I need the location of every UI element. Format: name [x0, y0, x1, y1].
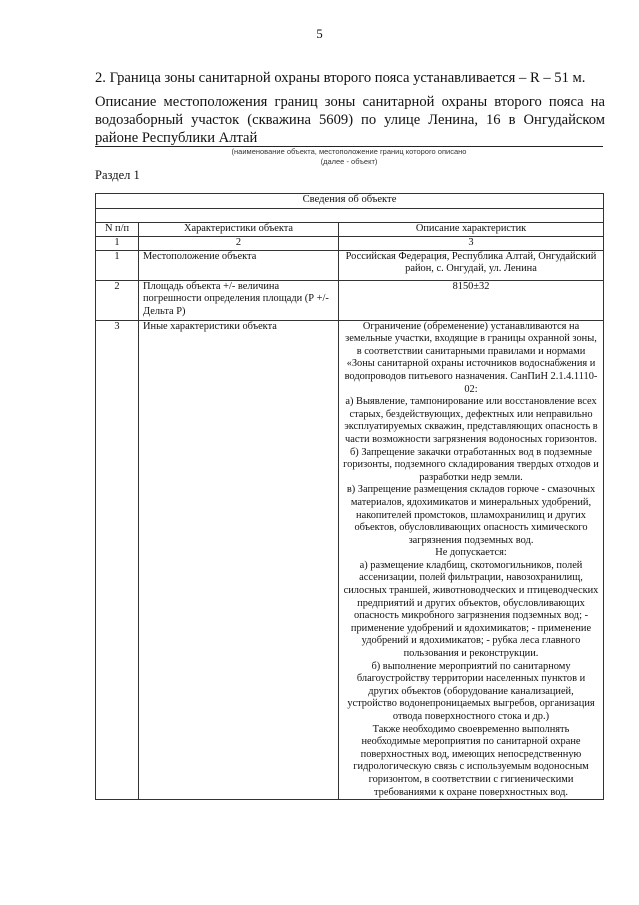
row-characteristic: Местоположение объекта — [139, 250, 339, 280]
row-description: 8150±32 — [339, 280, 604, 320]
surface-water-requirement: Также необходимо своевременно выполнять необходимые мероприятия по санитарной охране поверхностных вод, имеющих непосредственную гидрологическую связь с используемым водоносным горизонтом, в соответствии с гигиеническими требованиями к охране поверхностных вод. — [353, 723, 589, 798]
row-characteristic: Площадь объекта +/- величина погрешности определения площади (Р +/- Дельта Р) — [139, 280, 339, 320]
caption-line-2: (далее - объект) — [320, 156, 378, 166]
restriction-intro: Ограничение (обременение) устанавливаются на земельные участки, входящие в границы охранной зоны, в соответствии санитарными правилами и нормами «Зоны санитарной охраны источников водоснабжения и водопроводов питьевого назначения. СанПиН 2.1.4.1110-02: — [344, 320, 598, 395]
header-description: Описание характеристик — [339, 223, 604, 237]
row-number: 1 — [96, 250, 139, 280]
table-row — [96, 280, 604, 320]
prohibition-item-a: а) размещение кладбищ, скотомогильников, полей ассенизации, полей фильтрации, навозохранилищ, силосных траншей, животноводческих и птицеводческих предприятий и других объектов, обусловливающих опасность микробного загрязнения подземных вод; - применение удобрений и ядохимикатов; - применение удобрений и ядохимикатов; - рубка леса главного пользования и реконструкции. — [343, 559, 599, 660]
header-characteristic: Характеристики объекта — [139, 223, 339, 237]
table-header-row — [96, 223, 604, 237]
table-index-row — [96, 237, 604, 251]
table-title: Сведения об объекте — [96, 194, 604, 209]
header-number: N п/п — [96, 223, 139, 237]
row-characteristic: Иные характеристики объекта — [139, 320, 339, 800]
page-number: 5 — [316, 26, 323, 41]
not-allowed-heading: Не допускается: — [435, 547, 507, 559]
caption-line-1: (наименование объекта, местоположение границ которого описано — [231, 147, 467, 156]
restriction-item-a: а) Выявление, тампонирование или восстановление всех старых, бездействующих, дефектных или неправильно эксплуатируемых скважин, представляющих опасность в части возможности загрязнения водоносных горизонтов. — [344, 396, 598, 445]
description-title: Описание местоположения границ зоны санитарной охраны второго пояса на водозаборный участок (скважина 5609) по улице Ленина, 16 в Онгудайском районе Республики Алтай — [95, 94, 605, 146]
restriction-item-c: в) Запрещение размещения складов горюче - смазочных материалов, ядохимикатов и минеральных удобрений, накопителей промстоков, шламохранилищ и других объектов, обусловливающих опасность химического загрязнения подземных вод. — [346, 484, 596, 546]
restriction-item-b: б) Запрещение закачки отработанных вод в подземные горизонты, подземного складирования твердых отходов и разработки недр земли. — [343, 446, 599, 483]
requirement-item-b: б) выполнение мероприятий по санитарному благоустройству территории населенных пунктов и других объектов (оборудование канализацией, устройство водонепроницаемых выгребов, организация отвода поверхностного стока и др.) — [347, 660, 595, 722]
index-cell-1: 1 — [96, 237, 139, 251]
table-row — [96, 250, 604, 280]
row-number: 3 — [96, 320, 139, 800]
row-description: Российская Федерация, Республика Алтай, Онгудайский район, с. Онгудай, ул. Ленина — [339, 250, 604, 280]
section-label: Раздел 1 — [95, 168, 140, 182]
row-number: 2 — [96, 280, 139, 320]
index-cell-2: 2 — [139, 237, 339, 251]
row-description-other — [339, 320, 604, 800]
index-cell-3: 3 — [339, 237, 604, 251]
zone-boundary-statement: 2. Граница зоны санитарной охраны второго пояса устанавливается – R – 51 м. — [95, 70, 586, 86]
description-caption — [95, 147, 603, 166]
table-row — [96, 320, 604, 800]
table-spacer-row — [96, 209, 604, 223]
object-info-table — [95, 193, 604, 800]
